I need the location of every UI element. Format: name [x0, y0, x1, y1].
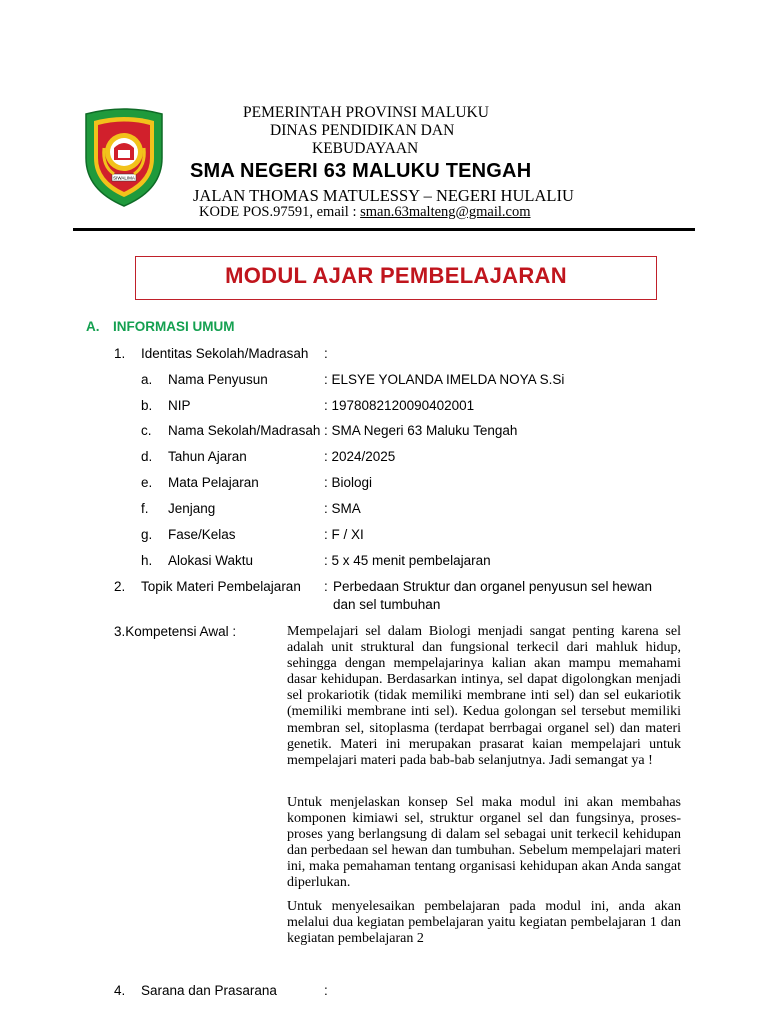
item-3-label: 3.Kompetensi Awal : [114, 624, 237, 639]
identity-value: : Biologi [324, 475, 373, 490]
item-2-value-line1: Perbedaan Struktur dan organel penyusun sel hewan [333, 579, 652, 594]
item-1-number: 1. [114, 346, 126, 361]
section-letter: A. [86, 319, 100, 334]
identity-letter: c. [141, 423, 152, 438]
item-4-colon: : [324, 983, 328, 998]
letterhead-address: JALAN THOMAS MATULESSY – NEGERI HULALIU [193, 186, 574, 205]
competency-paragraph-1: Mempelajari sel dalam Biologi menjadi sangat penting karena sel adalah unit struktural dan fungsional terkecil dari mahluk hidup, sehingga dengan mempelajarinya kalian akan mampu memahami dasar kehidupan. Berdasarkan intinya, sel dapat digolongkan menjadi sel prokariotik (tidak memiliki membrane inti sel) dan sel eukariotik (memiliki membrane inti sel). Kedua golongan sel tersebut memiliki membran sel, sitoplasma (terdapat berrbagai organel sel) dan materi genetik. Materi ini merupakan prasarat kaian mempelajari untuk mempelajari materi pada bab-bab selanjutnya. Jadi semangat ya ! [287, 624, 681, 768]
letterhead-department: DINAS PENDIDIKAN DAN [270, 122, 455, 139]
identity-letter: b. [141, 398, 153, 413]
identity-label: Mata Pelajaran [168, 475, 259, 490]
letterhead-government: PEMERINTAH PROVINSI MALUKU [243, 104, 489, 121]
document-title: MODUL AJAR PEMBELAJARAN [225, 263, 567, 288]
competency-paragraph-3: Untuk menyelesaikan pembelajaran pada modul ini, anda akan melalui dua kegiatan pembelajaran yaitu kegiatan pembelajaran 1 dan kegiatan pembelajaran 2 [287, 899, 681, 947]
section-title: INFORMASI UMUM [113, 319, 235, 334]
identity-letter: f. [141, 501, 149, 516]
identity-label: Nama Sekolah/Madrasah [168, 423, 321, 438]
identity-label: Tahun Ajaran [168, 449, 247, 464]
letterhead-department-cont: KEBUDAYAAN [312, 140, 419, 157]
identity-value: : ELSYE YOLANDA IMELDA NOYA S.Si [324, 372, 565, 387]
item-2-value-line2: dan sel tumbuhan [333, 597, 441, 612]
identity-letter: g. [141, 527, 153, 542]
competency-paragraph-2: Untuk menjelaskan konsep Sel maka modul ini akan membahas komponen kimiawi sel, struktur organel sel dan fungsinya, proses-proses yang berlangsung di dalam sel sebagai unit terkecil kehidupan dan perbedaan sel hewan dan tumbuhan. Sebelum mempelajari materi ini, maka pemahaman tentang organisasi kehidupan akan Anda sangat diperlukan. [287, 795, 681, 891]
identity-letter: a. [141, 372, 153, 387]
letterhead-divider [73, 228, 695, 231]
school-emblem-logo [80, 108, 168, 208]
title-box [135, 256, 657, 300]
identity-letter: d. [141, 449, 153, 464]
identity-label: Nama Penyusun [168, 372, 268, 387]
identity-letter: h. [141, 553, 153, 568]
item-2-number: 2. [114, 579, 126, 594]
identity-label: NIP [168, 398, 191, 413]
logo-banner-text: SIWALIMA [113, 175, 135, 181]
item-4-label: Sarana dan Prasarana [141, 983, 277, 998]
email-link[interactable]: sman.63malteng@gmail.com [360, 204, 531, 220]
item-2-colon: : [324, 579, 328, 594]
identity-letter: e. [141, 475, 153, 490]
identity-value: : 2024/2025 [324, 449, 396, 464]
letterhead-contact [199, 204, 531, 221]
identity-value: : F / XI [324, 527, 364, 542]
item-4-number: 4. [114, 983, 126, 998]
letterhead-school-name: SMA NEGERI 63 MALUKU TENGAH [190, 160, 532, 182]
identity-label: Jenjang [168, 501, 216, 516]
item-1-colon: : [324, 346, 328, 361]
item-1-label: Identitas Sekolah/Madrasah [141, 346, 309, 361]
identity-label: Alokasi Waktu [168, 553, 254, 568]
identity-value: : SMA [324, 501, 361, 516]
identity-value: : SMA Negeri 63 Maluku Tengah [324, 423, 518, 438]
identity-label: Fase/Kelas [168, 527, 236, 542]
item-2-label: Topik Materi Pembelajaran [141, 579, 301, 594]
identity-value: : 1978082120090402001 [324, 398, 475, 413]
postal-code-label: KODE POS.97591, email : [199, 204, 361, 220]
identity-value: : 5 x 45 menit pembelajaran [324, 553, 491, 568]
